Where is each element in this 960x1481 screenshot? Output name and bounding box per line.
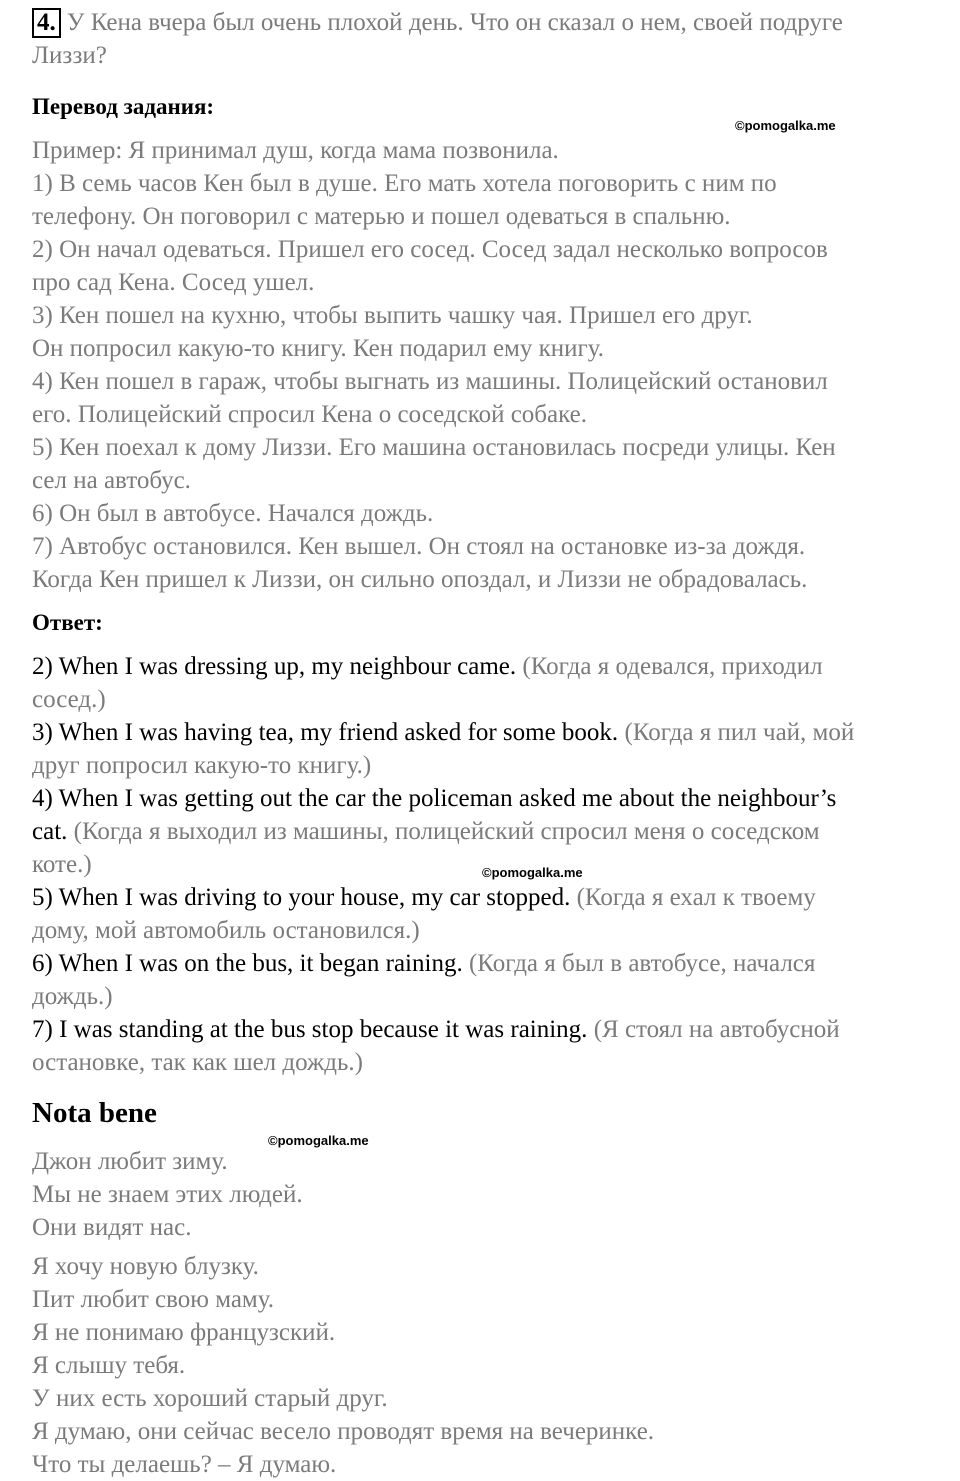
answer-line <box>32 782 854 815</box>
answer-russian: (Когда я был в автобусе, начался <box>462 950 816 977</box>
translation-heading: Перевод задания: <box>32 94 215 119</box>
nota-bene-group-2 <box>32 1250 654 1481</box>
answer-line <box>32 1013 854 1046</box>
nota-bene-line: Пит любит свою маму. <box>32 1286 275 1313</box>
nota-bene-line: Я хочу новую блузку. <box>32 1253 259 1280</box>
answer-line <box>32 683 854 716</box>
translation-line: 3) Кен пошел на кухню, чтобы выпить чашку чая. Пришел его друг. <box>32 302 753 329</box>
translation-line: Он попросил какую-то книгу. Кен подарил ему книгу. <box>32 335 605 362</box>
task-header <box>32 6 843 72</box>
answer-english: 2) When I was dressing up, my neighbour came. <box>32 653 517 680</box>
answer-russian: дождь.) <box>32 983 113 1010</box>
answer-russian: коте.) <box>32 851 92 878</box>
answer-english: cat. <box>32 818 68 845</box>
answer-line <box>32 749 854 782</box>
nota-bene-line: Я не понимаю французский. <box>32 1319 336 1346</box>
answer-line <box>32 716 854 749</box>
answer-line <box>32 881 854 914</box>
translation-line: 1) В семь часов Кен был в душе. Его мать хотела поговорить с ним по <box>32 170 777 197</box>
answer-russian: (Когда я одевался, приходил <box>516 653 823 680</box>
answer-english: 6) When I was on the bus, it began raining. <box>32 950 463 977</box>
translation-line: Когда Кен пришел к Лиззи, он сильно опоздал, и Лиззи не обрадовалась. <box>32 566 808 593</box>
answer-english: 3) When I was having tea, my friend asked for some book. <box>32 719 619 746</box>
nota-bene-line: Я думаю, они сейчас весело проводят время на вечеринке. <box>32 1418 655 1445</box>
nota-bene-line: Джон любит зиму. <box>32 1148 228 1175</box>
answer-english: 5) When I was driving to your house, my car stopped. <box>32 884 571 911</box>
translation-line: 6) Он был в автобусе. Начался дождь. <box>32 500 434 527</box>
answer-line <box>32 1046 854 1079</box>
answer-line <box>32 947 854 980</box>
nota-bene-group-1 <box>32 1145 303 1244</box>
answer-russian: друг попросил какую-то книгу.) <box>32 752 372 779</box>
answer-line <box>32 815 854 848</box>
watermark: ©pomogalka.me <box>735 118 836 133</box>
translation-line: его. Полицейский спросил Кена о соседской собаке. <box>32 401 587 428</box>
answer-line <box>32 848 854 881</box>
answer-line <box>32 914 854 947</box>
nota-bene-line: Мы не знаем этих людей. <box>32 1181 303 1208</box>
translation-line: 2) Он начал одеваться. Пришел его сосед. Сосед задал несколько вопросов <box>32 236 828 263</box>
answer-heading: Ответ: <box>32 610 103 635</box>
task-text-line2: Лиззи? <box>32 42 107 69</box>
task-number: 4. <box>32 8 61 38</box>
nota-bene-line: Они видят нас. <box>32 1214 192 1241</box>
translation-line: телефону. Он поговорил с матерью и пошел одеваться в спальню. <box>32 203 731 230</box>
answer-russian: (Я стоял на автобусной <box>587 1016 840 1043</box>
watermark: ©pomogalka.me <box>268 1133 369 1148</box>
answer-english: 4) When I was getting out the car the policeman asked me about the neighbour’s <box>32 785 837 812</box>
translation-block <box>32 134 836 596</box>
translation-line: сел на автобус. <box>32 467 191 494</box>
answer-russian: остановке, так как шел дождь.) <box>32 1049 363 1076</box>
task-text-line1: У Кена вчера был очень плохой день. Что он сказал о нем, своей подруге <box>66 9 843 36</box>
answer-russian: (Когда я выходил из машины, полицейский спросил меня о соседском <box>67 818 820 845</box>
nota-bene-line: Что ты делаешь? – Я думаю. <box>32 1451 337 1478</box>
answer-block <box>32 650 854 1079</box>
translation-line: 4) Кен пошел в гараж, чтобы выгнать из машины. Полицейский остановил <box>32 368 828 395</box>
answer-line <box>32 650 854 683</box>
translation-line: 5) Кен поехал к дому Лиззи. Его машина остановилась посреди улицы. Кен <box>32 434 836 461</box>
answer-russian: сосед.) <box>32 686 106 713</box>
answer-english: 7) I was standing at the bus stop because it was raining. <box>32 1016 588 1043</box>
answer-line <box>32 980 854 1013</box>
translation-line: про сад Кена. Сосед ушел. <box>32 269 315 296</box>
watermark: ©pomogalka.me <box>482 865 583 880</box>
translation-line: Пример: Я принимал душ, когда мама позвонила. <box>32 137 559 164</box>
translation-line: 7) Автобус остановился. Кен вышел. Он стоял на остановке из-за дождя. <box>32 533 806 560</box>
answer-russian: (Когда я ехал к твоему <box>570 884 816 911</box>
nota-bene-line: У них есть хороший старый друг. <box>32 1385 388 1412</box>
nota-bene-line: Я слышу тебя. <box>32 1352 186 1379</box>
answer-russian: (Когда я пил чай, мой <box>618 719 855 746</box>
nota-bene-heading: Nota bene <box>32 1097 157 1129</box>
answer-russian: дому, мой автомобиль остановился.) <box>32 917 420 944</box>
